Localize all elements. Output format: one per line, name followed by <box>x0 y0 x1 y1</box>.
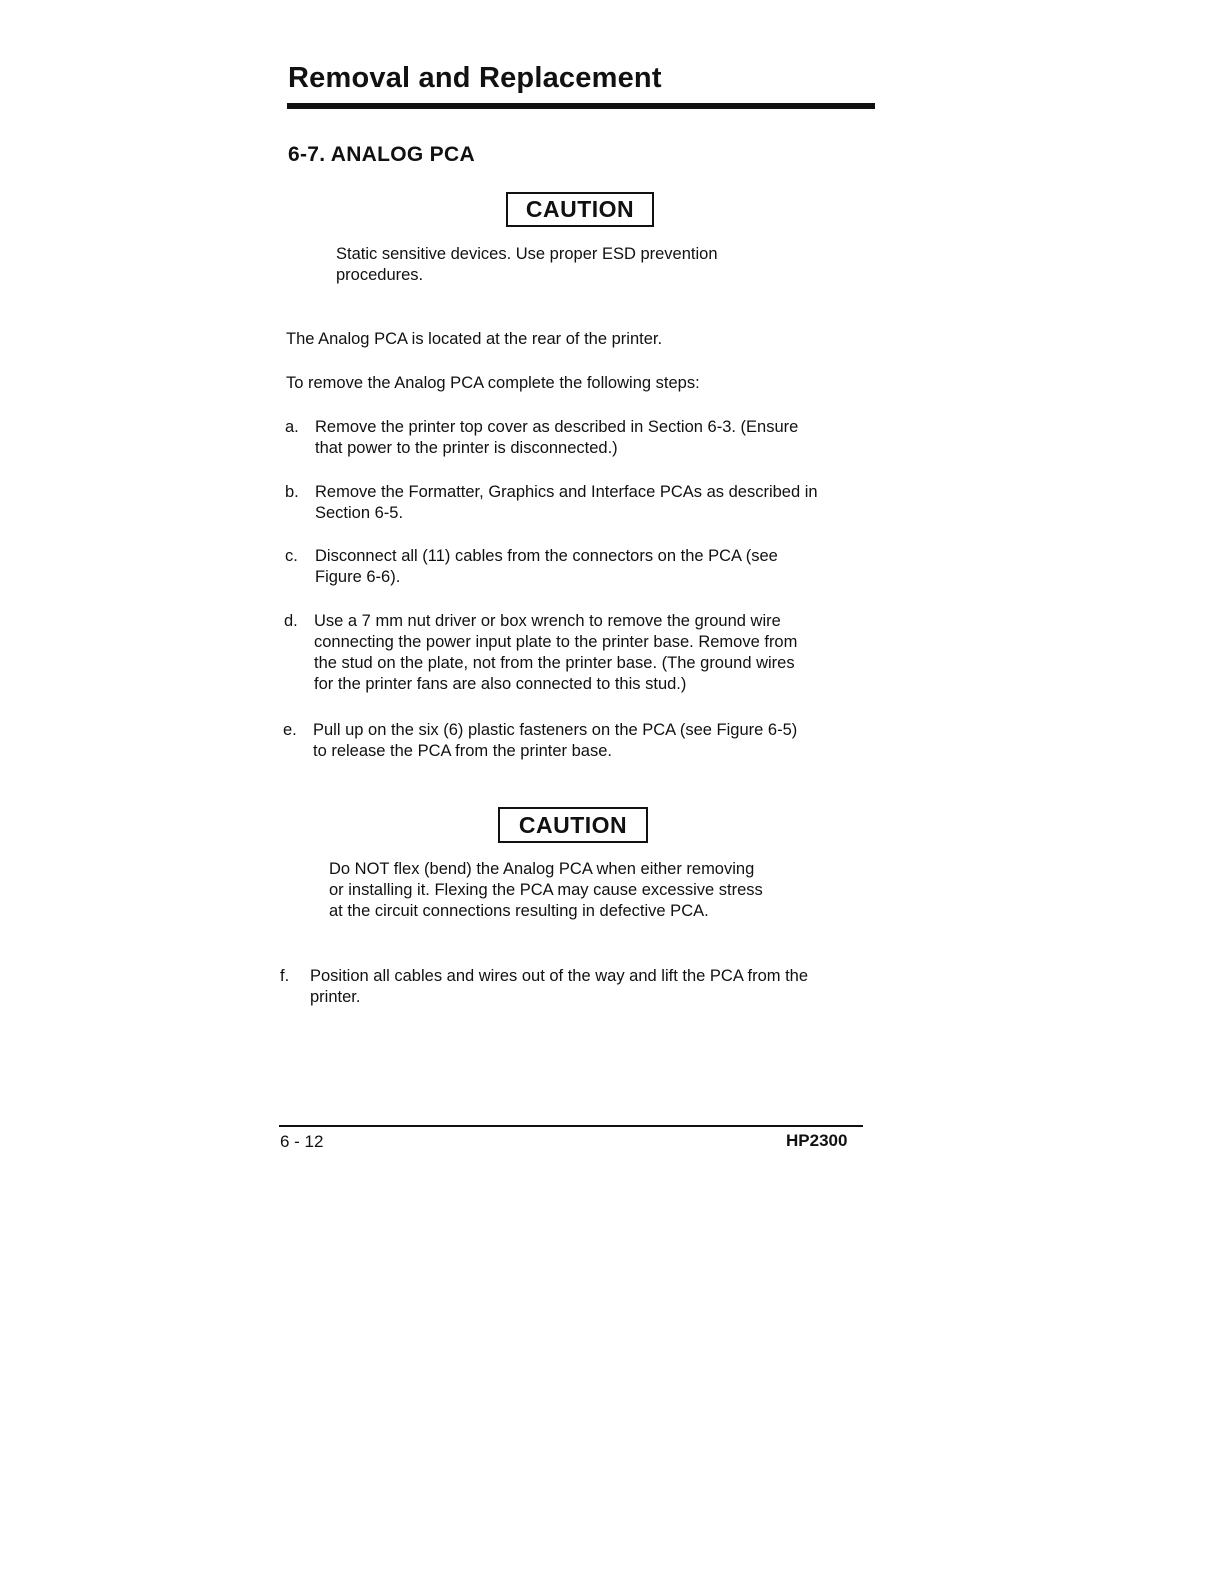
intro-paragraph-2: To remove the Analog PCA complete the following steps: <box>286 374 700 392</box>
step-a-letter: a. <box>285 418 299 436</box>
caution-label-2: CAUTION <box>498 807 648 843</box>
header-rule <box>287 103 875 109</box>
footer-model: HP2300 <box>786 1131 848 1150</box>
step-c-line-2: Figure 6-6). <box>315 568 401 586</box>
step-d-line-2: connecting the power input plate to the printer base. Remove from <box>314 633 798 651</box>
caution-text-1 <box>336 244 796 286</box>
step-e-letter: e. <box>283 721 297 739</box>
caution-label-1: CAUTION <box>506 192 654 227</box>
step-d-line-1: Use a 7 mm nut driver or box wrench to remove the ground wire <box>314 612 781 630</box>
step-d-line-3: the stud on the plate, not from the printer base. (The ground wires <box>314 654 795 672</box>
step-a-line-2: that power to the printer is disconnected.) <box>315 439 618 457</box>
step-d-line-4: for the printer fans are also connected to this stud.) <box>314 675 687 693</box>
step-b-letter: b. <box>285 483 299 501</box>
caution-text-2 <box>329 859 829 922</box>
caution-2-line-1: Do NOT flex (bend) the Analog PCA when either removing <box>329 860 755 878</box>
caution-2-line-2: or installing it. Flexing the PCA may cause excessive stress <box>329 881 763 899</box>
section-title: 6-7. ANALOG PCA <box>288 143 475 166</box>
step-d-letter: d. <box>284 612 298 630</box>
intro-paragraph-1: The Analog PCA is located at the rear of the printer. <box>286 330 663 348</box>
caution-1-line-1: Static sensitive devices. Use proper ESD prevention <box>336 245 718 263</box>
page-header-title: Removal and Replacement <box>288 62 662 94</box>
footer-rule <box>279 1125 863 1127</box>
step-b-line-1: Remove the Formatter, Graphics and Interface PCAs as described in <box>315 483 818 501</box>
step-f-letter: f. <box>280 967 290 985</box>
step-f-line-2: printer. <box>310 988 361 1006</box>
step-f-line-1: Position all cables and wires out of the way and lift the PCA from the <box>310 967 809 985</box>
step-e-line-2: to release the PCA from the printer base. <box>313 742 612 760</box>
step-c-line-1: Disconnect all (11) cables from the connectors on the PCA (see <box>315 547 778 565</box>
step-a-line-1: Remove the printer top cover as described in Section 6-3. (Ensure <box>315 418 799 436</box>
footer-page-number: 6 - 12 <box>280 1132 324 1151</box>
caution-2-line-3: at the circuit connections resulting in defective PCA. <box>329 902 709 920</box>
step-e-line-1: Pull up on the six (6) plastic fasteners on the PCA (see Figure 6-5) <box>313 721 798 739</box>
step-c-letter: c. <box>285 547 298 565</box>
caution-1-line-2: procedures. <box>336 266 424 284</box>
step-b-line-2: Section 6-5. <box>315 504 404 522</box>
